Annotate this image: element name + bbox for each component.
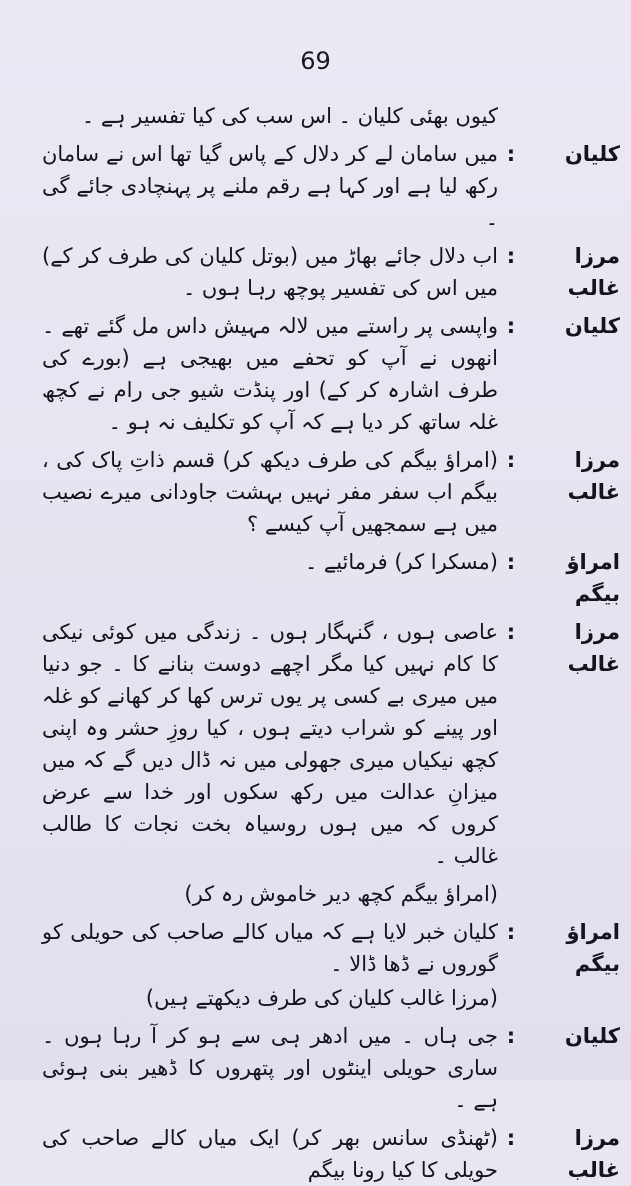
- stage-direction: (امراؤ بیگم کچھ دیر خاموش رہ کر): [184, 882, 498, 906]
- dialogue-entry: [42, 138, 620, 234]
- stage-direction: (مرزا غالب کلیان کی طرف دیکھتے ہیں): [145, 986, 498, 1010]
- dialogue-entry: [42, 916, 620, 980]
- dialogue-text: (ٹھنڈی سانس بھر کر) ایک میاں کالے صاحب کی حویلی کا کیا رونا بیگم: [42, 1126, 498, 1182]
- dialogue-entry: [42, 546, 620, 610]
- speaker-name: مرزا غالب: [567, 620, 620, 676]
- page-number: 69: [300, 47, 331, 75]
- speaker-separator: :: [506, 314, 516, 338]
- script-body: [42, 100, 620, 1186]
- opening-line: کیوں بھئی کلیان ۔ اس سب کی کیا تفسیر ہے ۔: [81, 104, 498, 128]
- dialogue-entry: [42, 310, 620, 438]
- speaker-name: امراؤ بیگم: [566, 550, 620, 606]
- dialogue-text: (امراؤ بیگم کی طرف دیکھ کر) قسم ذاتِ پاک کی ، بیگم اب سفر مفر نہیں بہشت جاودانی میرے نصیب میں ہے سمجھیں آپ کیسے ؟: [42, 448, 498, 536]
- dialogue-entry: [42, 1020, 620, 1116]
- speaker-separator: :: [506, 142, 516, 166]
- speaker-name: امراؤ بیگم: [566, 920, 620, 976]
- speaker-separator: :: [506, 920, 516, 944]
- dialogue-entry: [42, 240, 620, 304]
- dialogue-text: کلیان خبر لایا ہے کہ میاں کالے صاحب کی حویلی کو گوروں نے ڈھا ڈالا ۔: [42, 920, 498, 976]
- speaker-separator: :: [506, 550, 516, 574]
- dialogue-text: عاصی ہوں ، گنہگار ہوں ۔ زندگی میں کوئی نیکی کا کام نہیں کیا مگر اچھے دوست بنانے کا ۔ جو دنیا میں میری بے کسی پر یوں ترس کھا کر کھانے کو غلہ اور پینے کو شراب دیتے ہوں ، کیا روزِ حشر وہ اپنی کچھ نیکیاں میری جھولی میں نہ ڈال دیں گے کہ میں میزانِ عدالت میں رکھ سکوں اور خدا سے عرض کروں کہ میں ہوں روسیاہ بخت نجات کا طالب غالب ۔: [42, 620, 498, 868]
- dialogue-text: اب دلال جائے بھاڑ میں (بوتل کلیان کی طرف کر کے) میں اس کی تفسیر پوچھ رہا ہوں ۔: [42, 244, 498, 300]
- speaker-name: کلیان: [564, 1024, 620, 1048]
- speaker-separator: :: [506, 620, 516, 644]
- dialogue-text: واپسی پر راستے میں لالہ مہیش داس مل گئے تھے ۔ انھوں نے آپ کو تحفے میں بھیجی ہے (بورے کی طرف اشارہ کر کے) اور پنڈت شیو جی رام نے کچھ غلہ ساتھ کر دیا ہے کہ آپ کو تکلیف نہ ہو ۔: [42, 314, 498, 434]
- dialogue-text: میں سامان لے کر دلال کے پاس گیا تھا اس نے سامان رکھ لیا ہے اور کہا ہے رقم ملنے پر پہنچادی جائے گی ۔: [42, 142, 498, 230]
- speaker-name: مرزا غالب: [567, 244, 620, 300]
- speaker-name: کلیان: [564, 142, 620, 166]
- dialogue-text: (مسکرا کر) فرمائیے ۔: [304, 550, 498, 574]
- dialogue-entry: [42, 444, 620, 540]
- speaker-separator: :: [506, 1126, 516, 1150]
- dialogue-text: جی ہاں ۔ میں ادھر ہی سے ہو کر آ رہا ہوں ۔ ساری حویلی اینٹوں اور پتھروں کا ڈھیر بنی ہوئی ہے ۔: [42, 1024, 498, 1112]
- speaker-name: مرزا غالب: [567, 448, 620, 504]
- dialogue-entry: [42, 616, 620, 872]
- speaker-separator: :: [506, 244, 516, 268]
- speaker-separator: :: [506, 1024, 516, 1048]
- speaker-separator: :: [506, 448, 516, 472]
- speaker-name: مرزا غالب: [567, 1126, 620, 1182]
- speaker-name: کلیان: [564, 314, 620, 338]
- dialogue-entry: [42, 1122, 620, 1186]
